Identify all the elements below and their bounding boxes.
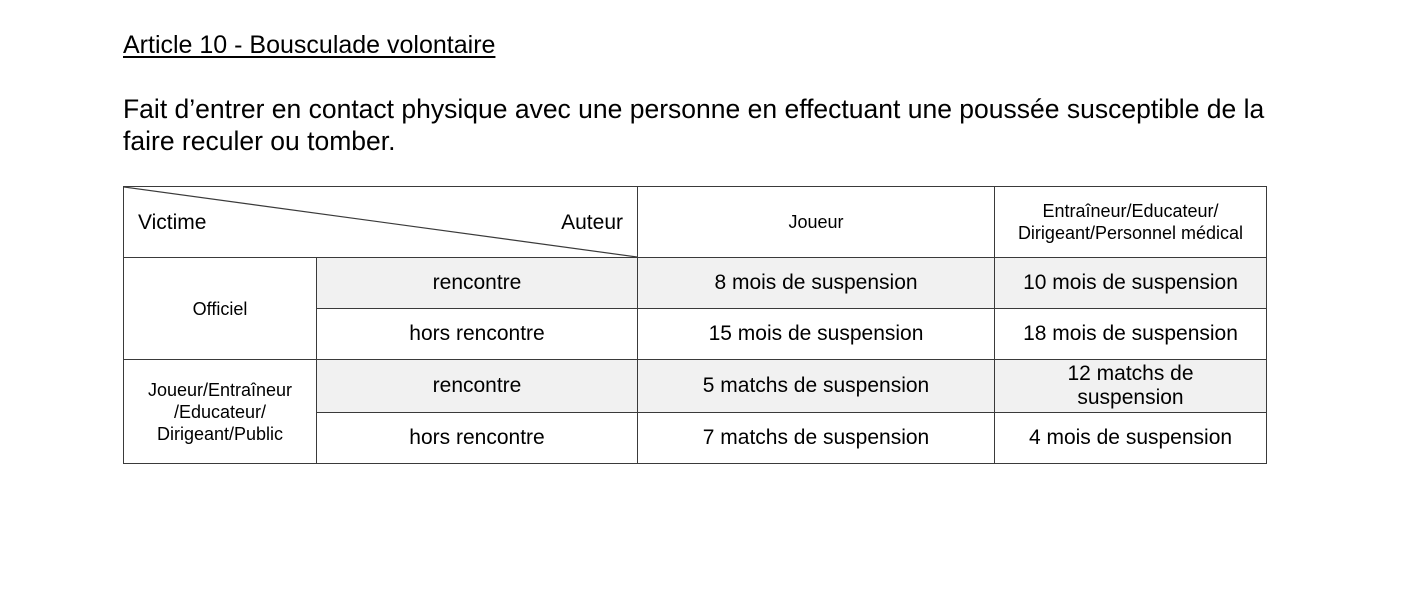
context-cell: hors rencontre: [317, 413, 638, 464]
victim-cell-officiel: Officiel: [124, 258, 317, 360]
context-cell: hors rencontre: [317, 309, 638, 360]
article-description: Fait d’entrer en contact physique avec une personne en effectuant une poussée susceptible de la faire reculer ou tomber.: [123, 94, 1265, 156]
context-cell: rencontre: [317, 360, 638, 413]
sanction-staff-cell: 12 matchs de suspension: [995, 360, 1267, 413]
table-header-row: [124, 187, 1267, 258]
victim-cell-joueur-public: Joueur/Entraîneur /Educateur/ Dirigeant/Public: [124, 360, 317, 464]
article-title: Article 10 - Bousculade volontaire: [123, 31, 496, 59]
column-header-joueur: Joueur: [638, 187, 995, 258]
sanction-staff-cell: 10 mois de suspension: [995, 258, 1267, 309]
sanction-joueur-cell: 8 mois de suspension: [638, 258, 995, 309]
table-row: [124, 258, 1267, 309]
table-row: [124, 360, 1267, 413]
sanction-joueur-cell: 15 mois de suspension: [638, 309, 995, 360]
victime-label: Victime: [138, 211, 207, 234]
sanction-staff-cell: 18 mois de suspension: [995, 309, 1267, 360]
victim-author-header-cell: [124, 187, 638, 258]
sanctions-table: [123, 186, 1267, 464]
context-cell: rencontre: [317, 258, 638, 309]
column-header-staff: Entraîneur/Educateur/ Dirigeant/Personnel médical: [995, 187, 1267, 258]
auteur-label: Auteur: [561, 211, 623, 234]
sanction-joueur-cell: 7 matchs de suspension: [638, 413, 995, 464]
sanction-joueur-cell: 5 matchs de suspension: [638, 360, 995, 413]
sanction-staff-cell: 4 mois de suspension: [995, 413, 1267, 464]
